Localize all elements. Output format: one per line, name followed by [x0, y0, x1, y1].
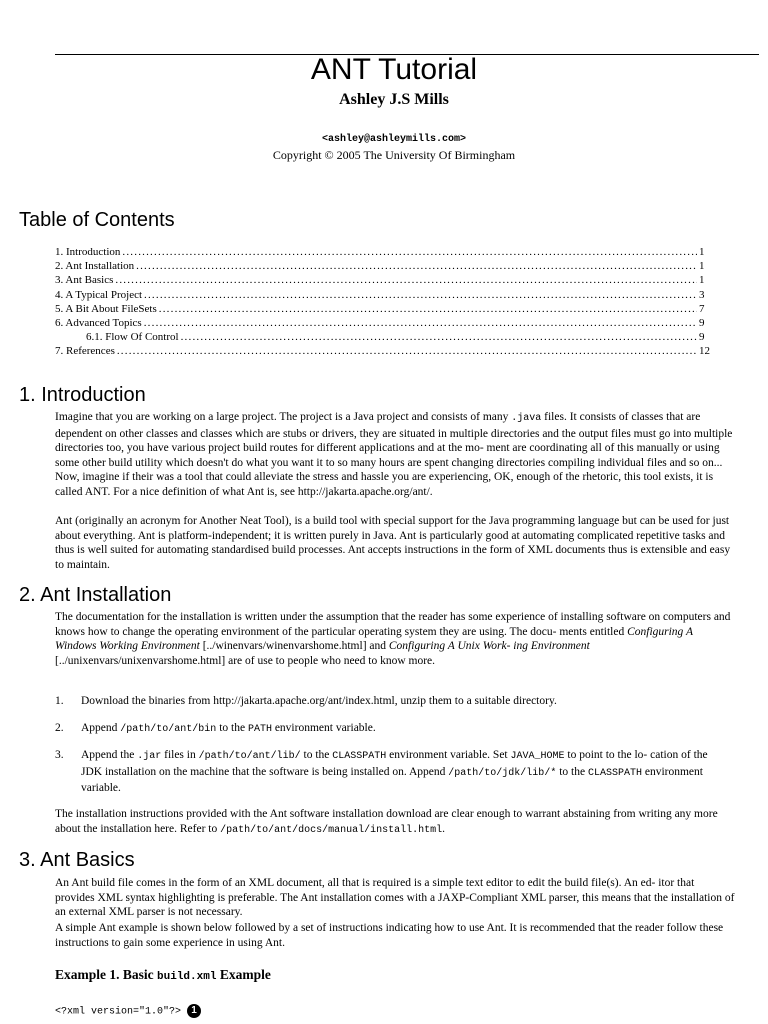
- toc-page: 1: [699, 274, 705, 287]
- text-run: files. It consists of classes that are dependent on other classes and classes which are stubs or drivers, they are situated in multiple directories and the output files must go into multiple directories too, you have various project build routes for different applications and at the mo- ment are coordinating all of this manually or using some other build utility which doesn't do what you want it to so many hours are spent changing directories compiling individual files and so on... Now, imagine if their was a tool that could alleviate the stress and hassle you are experiencing, OK, enough of the rhetoric, this tool exists, it is called ANT. For a nice definition of what Ant is, see http://jakarta.apache.org/ant/.: [55, 411, 733, 498]
- toc-label: 3. Ant Basics: [55, 274, 114, 287]
- toc-page: 1: [699, 246, 705, 258]
- text-run: Append: [81, 722, 121, 734]
- step-number: 2.: [55, 722, 64, 734]
- toc-item-filesets[interactable]: [55, 302, 713, 316]
- text-run: environment variable.: [271, 722, 376, 734]
- copyright-notice: Copyright © 2005 The University Of Birmingham: [272, 148, 516, 162]
- toc-page: 7: [699, 302, 705, 315]
- toc-leader: [117, 344, 697, 358]
- inline-code: CLASSPATH: [332, 751, 387, 762]
- toc-item-ant-basics[interactable]: [55, 273, 713, 287]
- inline-code: .jar: [137, 751, 162, 762]
- toc-label: 1. Introduction: [55, 246, 121, 258]
- table-of-contents: [55, 245, 713, 359]
- toc-page: 1: [699, 260, 705, 273]
- intro-paragraph-1: [55, 410, 735, 500]
- text-run: to the: [300, 749, 333, 761]
- text-run: Example: [216, 967, 271, 982]
- toc-label: 5. A Bit About FileSets: [55, 302, 157, 315]
- toc-page: 9: [699, 316, 705, 329]
- step-text: Download the binaries from http://jakarta.apache.org/ant/index.html, unzip them to a suitable directory.: [81, 695, 557, 707]
- text-run: to the: [216, 722, 248, 734]
- intro-paragraph-2: Ant (originally an acronym for Another Neat Tool), is a build tool with special support for the Java programming language but can be used for just about everything. Ant is platform-independent; it is written purely in Java. Ant is particularly good at automating complicated repetitive tasks and thus is well suited for automating standardised build processes. Ant accepts instructions in the form of XML documents thus is extensible and easy to maintain.: [55, 515, 731, 571]
- inline-code: PATH: [247, 724, 272, 735]
- text-run: environment variable. Set: [386, 749, 511, 761]
- toc-page: 3: [699, 288, 705, 301]
- text-run: files in: [161, 749, 199, 761]
- basics-paragraph-1: An Ant build file comes in the form of an XML document, all that is required is a simple text editor to edit the build file(s). An ed- itor that provides XML syntax highlighting is preferable. The Ant installation comes with a JAXP-Compliant XML parser, this means that the installation of an external XML parser is not necessary.: [55, 877, 735, 919]
- doc-link-unix-env[interactable]: Configuring A Unix Work- ing Environment: [388, 640, 590, 653]
- code-text: <?xml version="1.0"?>: [55, 1006, 182, 1018]
- doc-author: Ashley J.S Mills: [339, 91, 449, 108]
- inline-code: JAVA_HOME: [510, 751, 565, 762]
- toc-heading: Table of Contents: [19, 209, 175, 231]
- toc-leader: [159, 302, 697, 316]
- text-run: Example 1. Basic: [55, 967, 158, 982]
- toc-item-introduction[interactable]: [55, 245, 713, 259]
- toc-item-references[interactable]: [55, 344, 713, 358]
- step-text: [81, 748, 731, 796]
- text-run: [../winenvars/winenvarshome.html] and: [199, 640, 389, 653]
- example-title: [55, 966, 271, 986]
- text-run: The installation instructions provided with the Ant software installation download are clear enough to warrant abstaining from writing any more about the installation here. Refer to: [55, 808, 718, 835]
- text-run: [../unixenvars/unixenvarshome.html] are of use to people who need to know more.: [55, 654, 436, 667]
- toc-leader: [181, 330, 697, 344]
- toc-label: 6.1. Flow Of Control: [86, 331, 179, 344]
- text-run: environment variable.: [81, 765, 703, 795]
- step-number: 3.: [55, 749, 64, 761]
- toc-item-ant-installation[interactable]: [55, 259, 713, 273]
- text-run: Imagine that you are working on a large project. The project is a Java project and consists of many: [55, 411, 512, 423]
- inline-code: build.xml: [157, 971, 217, 983]
- step-text: [81, 721, 731, 738]
- text-run: .: [442, 822, 446, 835]
- toc-leader: [136, 259, 697, 273]
- toc-label: 4. A Typical Project: [55, 288, 143, 301]
- author-email[interactable]: <ashley@ashleymills.com>: [321, 134, 467, 145]
- inline-code: /path/to/jdk/lib/*: [448, 767, 557, 779]
- toc-leader: [144, 316, 697, 330]
- basics-paragraph-2: A simple Ant example is shown below followed by a set of instructions indicating how to use Ant. It is recommended that the reader follow these instructions to gain some experience in using Ant.: [55, 922, 724, 949]
- toc-leader: [122, 245, 697, 259]
- inline-code: /path/to/ant/docs/manual/install.html: [220, 824, 443, 836]
- toc-item-typical-project[interactable]: [55, 288, 713, 302]
- section-heading-installation: 2. Ant Installation: [19, 584, 172, 606]
- inline-code: CLASSPATH: [587, 767, 642, 779]
- section-heading-basics: 3. Ant Basics: [19, 849, 135, 871]
- code-listing-line: [55, 1004, 201, 1020]
- inline-code: /path/to/ant/bin: [120, 724, 217, 735]
- toc-label: 2. Ant Installation: [55, 260, 135, 273]
- toc-leader: [144, 288, 697, 302]
- install-paragraph-1: [55, 610, 735, 668]
- toc-leader: [115, 273, 697, 287]
- section-heading-introduction: 1. Introduction: [19, 384, 146, 406]
- doc-link-windows-env[interactable]: Configuring A Windows Working Environment: [55, 625, 693, 653]
- text-run: to point to the lo- cation of the JDK installation on the machine that the software is being installed on. Append: [81, 749, 708, 778]
- inline-code: /path/to/ant/lib/: [198, 751, 301, 762]
- install-paragraph-2: [55, 807, 735, 838]
- toc-item-advanced-topics[interactable]: [55, 316, 713, 330]
- toc-label: 6. Advanced Topics: [55, 316, 142, 329]
- toc-page: 12: [699, 345, 710, 358]
- toc-item-flow-of-control[interactable]: [55, 330, 713, 344]
- text-run: The documentation for the installation is written under the assumption that the reader has some experience of installing software on computers and knows how to change the operating environment of the particular operating system they are using. The docu- ments entitled: [55, 611, 731, 638]
- text-run: to the: [556, 765, 588, 778]
- toc-page: 9: [699, 331, 705, 344]
- doc-title: ANT Tutorial: [310, 53, 478, 86]
- toc-label: 7. References: [55, 345, 115, 358]
- text-run: Append the: [81, 749, 138, 761]
- callout-marker-icon: 1: [187, 1004, 201, 1018]
- step-number: 1.: [55, 695, 64, 707]
- inline-code: .java: [511, 413, 542, 424]
